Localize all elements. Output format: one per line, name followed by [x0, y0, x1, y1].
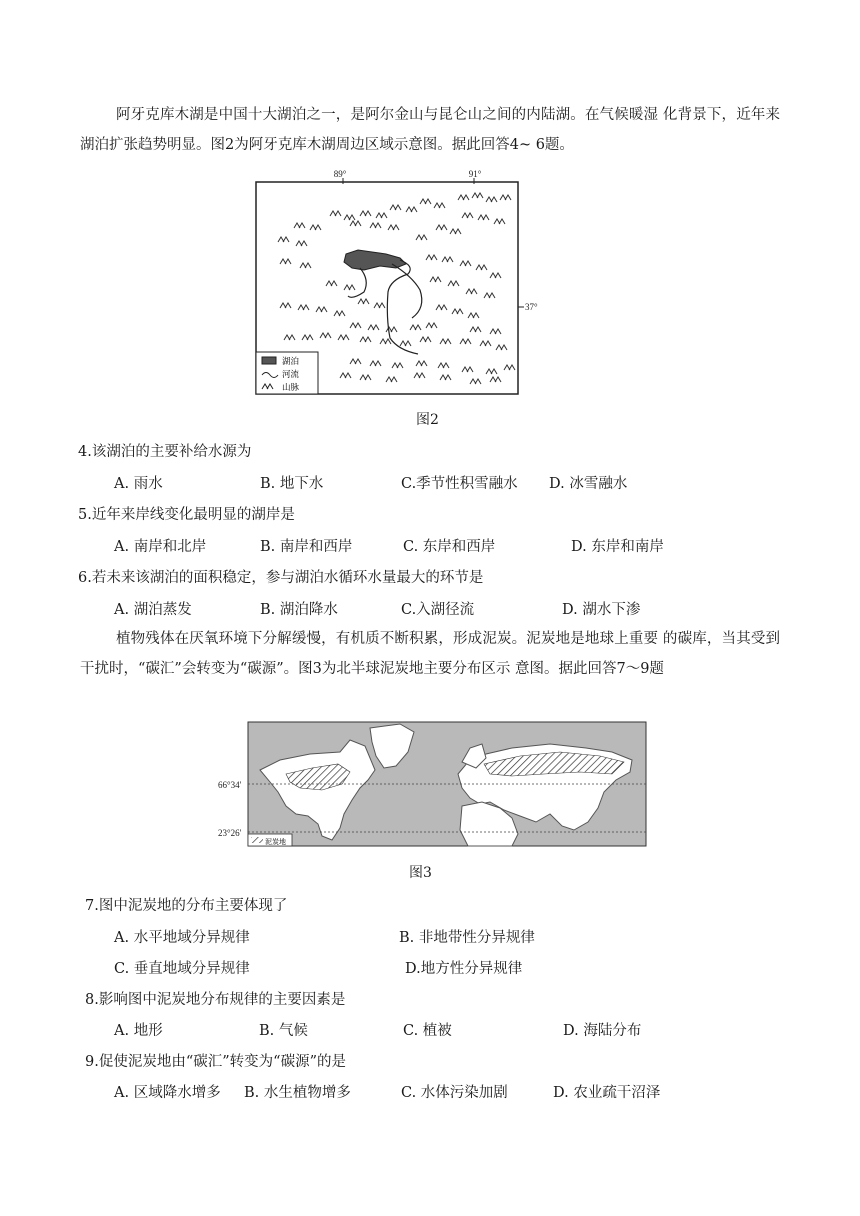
q9-option-d: D. 农业疏干沼泽 — [553, 1085, 661, 1101]
question-6-stem: 6.若未来该湖泊的面积稳定，参与湖泊水循环水量最大的环节是 — [78, 570, 484, 586]
lat-label-37: 37° — [525, 302, 538, 312]
q9-option-a: A. 区域降水增多 — [114, 1085, 221, 1101]
lon-label-89: 89° — [333, 169, 347, 179]
figure-2-caption: 图2 — [416, 412, 439, 428]
q9-option-b: B. 水生植物增多 — [244, 1085, 351, 1101]
q5-option-a: A. 南岸和北岸 — [114, 539, 207, 555]
q9-option-c: C. 水体污染加剧 — [401, 1085, 508, 1101]
q8-option-b: B. 气候 — [259, 1023, 308, 1039]
q4-option-a: A. 雨水 — [114, 476, 163, 492]
q4-option-c: C.季节性积雪融水 — [401, 476, 518, 492]
lon-label-91: 91° — [468, 169, 482, 179]
q8-option-d: D. 海陆分布 — [563, 1023, 642, 1039]
legend-river: 河流 — [282, 369, 300, 379]
question-5-stem: 5.近年来岸线变化最明显的湖岸是 — [78, 507, 295, 523]
q7-option-b: B. 非地带性分异规律 — [399, 930, 535, 946]
figure-2-map — [240, 168, 540, 398]
q6-option-a: A. 湖泊蒸发 — [114, 602, 192, 618]
question-9-stem: 9.促使泥炭地由“碳汇”转变为“碳源”的是 — [85, 1054, 346, 1070]
figure-3-world-map — [200, 718, 650, 850]
q8-option-a: A. 地形 — [114, 1023, 163, 1039]
lat-label-tropic: 23°26' — [218, 828, 242, 838]
q4-option-b: B. 地下水 — [260, 476, 324, 492]
q8-option-c: C. 植被 — [403, 1023, 452, 1039]
question-4-stem: 4.该湖泊的主要补给水源为 — [78, 444, 252, 460]
intro-paragraph-1: 阿牙克库木湖是中国十大湖泊之一，是阿尔金山与昆仑山之间的内陆湖。在气候暖湿 化背景下，近年来湖泊扩张趋势明显。图2为阿牙克库木湖周边区域示意图。据此回答4~ 6题。 — [80, 107, 780, 153]
legend-peatland: 泥炭地 — [265, 838, 286, 846]
q6-option-d: D. 湖水下渗 — [562, 602, 641, 618]
q7-option-d: D.地方性分异规律 — [405, 961, 523, 977]
q7-option-a: A. 水平地域分异规律 — [114, 930, 250, 946]
q5-option-b: B. 南岸和西岸 — [260, 539, 353, 555]
question-7-stem: 7.图中泥炭地的分布主要体现了 — [85, 898, 288, 914]
figure-3-caption: 图3 — [409, 865, 432, 881]
q6-option-c: C.入湖径流 — [401, 602, 475, 618]
legend-lake: 湖泊 — [282, 356, 300, 366]
question-8-stem: 8.影响图中泥炭地分布规律的主要因素是 — [85, 992, 346, 1008]
q7-option-c: C. 垂直地域分异规律 — [114, 961, 250, 977]
intro-paragraph-2: 植物残体在厌氧环境下分解缓慢，有机质不断积累，形成泥炭。泥炭地是地球上重要 的碳库，当其受到干扰时，“碳汇”会转变为“碳源”。图3为北半球泥炭地主要分布区示 意图。据此回答7～9题 — [80, 631, 780, 677]
q5-option-d: D. 东岸和南岸 — [571, 539, 664, 555]
lat-label-arctic: 66°34' — [218, 780, 242, 790]
q5-option-c: C. 东岸和西岸 — [403, 539, 496, 555]
q4-option-d: D. 冰雪融水 — [549, 476, 628, 492]
legend-mountain: 山脉 — [282, 382, 300, 392]
q6-option-b: B. 湖泊降水 — [260, 602, 338, 618]
